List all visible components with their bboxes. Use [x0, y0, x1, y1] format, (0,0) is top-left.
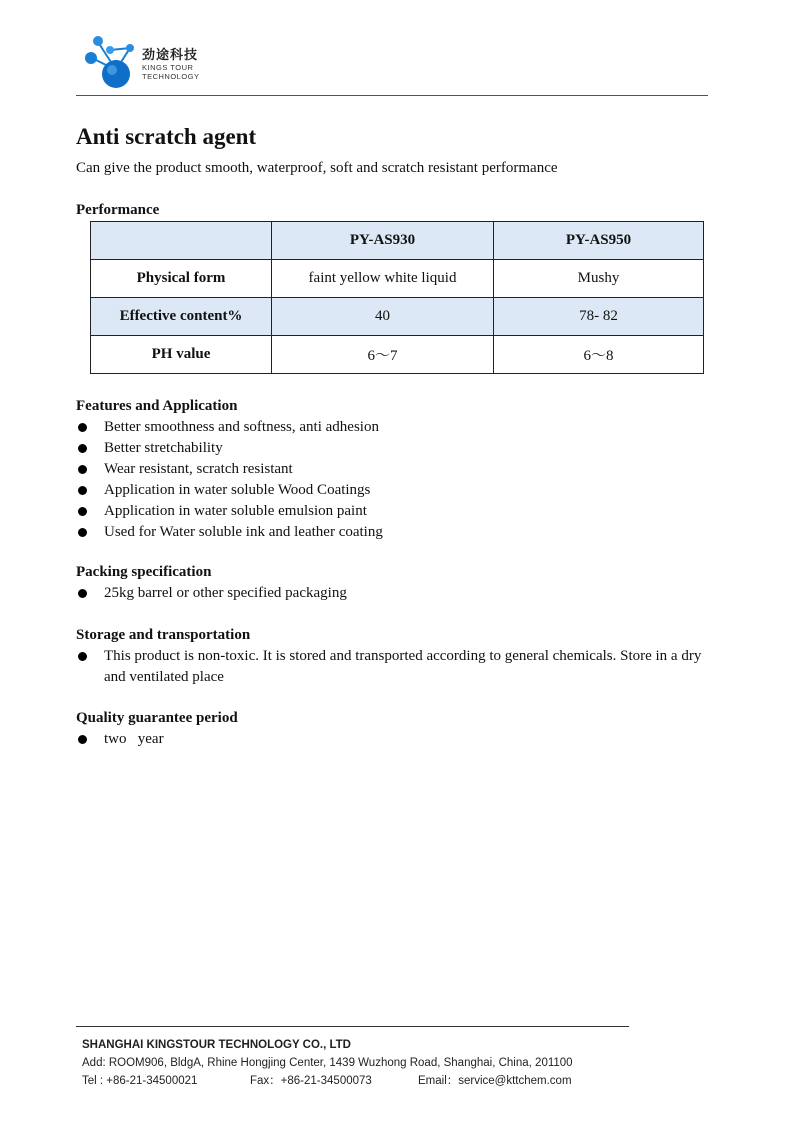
- logo-english-line2: TECHNOLOGY: [142, 72, 200, 81]
- row-label: PH value: [91, 336, 272, 374]
- list-item-text: 25kg barrel or other specified packaging: [104, 585, 347, 601]
- company-logo-icon: [82, 32, 138, 90]
- page-title: Anti scratch agent: [76, 124, 257, 149]
- footer-divider: [76, 1026, 629, 1027]
- list-item: [76, 459, 726, 480]
- quality-heading: Quality guarantee period: [76, 710, 238, 726]
- list-item-text: Application in water soluble Wood Coatings: [104, 482, 371, 498]
- table-cell: 6～7: [272, 336, 494, 374]
- list-item-text: Application in water soluble emulsion paint: [104, 503, 367, 519]
- table-cell: faint yellow white liquid: [272, 260, 494, 298]
- logo-chinese-name: 劲途科技: [142, 48, 199, 63]
- table-cell: 6～8: [494, 336, 704, 374]
- list-item-text: two year: [104, 731, 164, 747]
- list-item-text: Used for Water soluble ink and leather coating: [104, 524, 383, 540]
- logo-wordmark: [142, 48, 222, 81]
- list-item: [76, 501, 726, 522]
- page-subtitle: Can give the product smooth, waterproof, soft and scratch resistant performance: [76, 160, 558, 176]
- table-header-cell: PY-AS950: [494, 222, 704, 260]
- list-item: [76, 646, 726, 688]
- storage-heading: Storage and transportation: [76, 627, 251, 643]
- quality-list: [76, 729, 726, 750]
- footer-contact: [82, 1072, 573, 1090]
- table-row: [91, 336, 704, 374]
- list-item-text: Better stretchability: [104, 440, 223, 456]
- bullet-icon: [78, 486, 87, 495]
- performance-table: [90, 221, 704, 374]
- storage-list: [76, 646, 726, 688]
- list-item-text: Better smoothness and softness, anti adhesion: [104, 419, 379, 435]
- table-cell: 78- 82: [494, 298, 704, 336]
- bullet-icon: [78, 528, 87, 537]
- table-header-row: [91, 222, 704, 260]
- footer-fax: Fax：+86-21-34500073: [250, 1075, 372, 1087]
- list-item-text: This product is non-toxic. It is stored and transported according to general chemicals. Store in a dry and ventilated place: [104, 648, 702, 685]
- bullet-icon: [78, 423, 87, 432]
- list-item: [76, 583, 726, 604]
- list-item: [76, 729, 726, 750]
- bullet-icon: [78, 589, 87, 598]
- packing-list: [76, 583, 726, 604]
- header-divider: [76, 95, 708, 96]
- list-item-text: Wear resistant, scratch resistant: [104, 461, 293, 477]
- list-item: [76, 438, 726, 459]
- list-item: [76, 417, 726, 438]
- page-header: [76, 28, 708, 96]
- row-label: Effective content%: [91, 298, 272, 336]
- table-cell: Mushy: [494, 260, 704, 298]
- performance-heading: Performance: [76, 202, 160, 218]
- bullet-icon: [78, 652, 87, 661]
- features-list: [76, 417, 726, 543]
- list-item: [76, 480, 726, 501]
- footer-tel: Tel : +86-21-34500021: [82, 1075, 198, 1087]
- table-header-cell: [91, 222, 272, 260]
- row-label: Physical form: [91, 260, 272, 298]
- footer-email: Email：service@kttchem.com: [418, 1075, 572, 1087]
- table-cell: 40: [272, 298, 494, 336]
- table-row: [91, 260, 704, 298]
- packing-heading: Packing specification: [76, 564, 212, 580]
- bullet-icon: [78, 507, 87, 516]
- bullet-icon: [78, 444, 87, 453]
- page-footer: [82, 1036, 573, 1090]
- table-row: [91, 298, 704, 336]
- bullet-icon: [78, 465, 87, 474]
- footer-company: SHANGHAI KINGSTOUR TECHNOLOGY CO., LTD: [82, 1039, 351, 1051]
- footer-address: Add: ROOM906, BldgA, Rhine Hongjing Center, 1439 Wuzhong Road, Shanghai, China, 201100: [82, 1057, 573, 1069]
- logo-english-line1: KINGS TOUR: [142, 63, 194, 72]
- table-header-cell: PY-AS930: [272, 222, 494, 260]
- bullet-icon: [78, 735, 87, 744]
- features-heading: Features and Application: [76, 398, 238, 414]
- list-item: [76, 522, 726, 543]
